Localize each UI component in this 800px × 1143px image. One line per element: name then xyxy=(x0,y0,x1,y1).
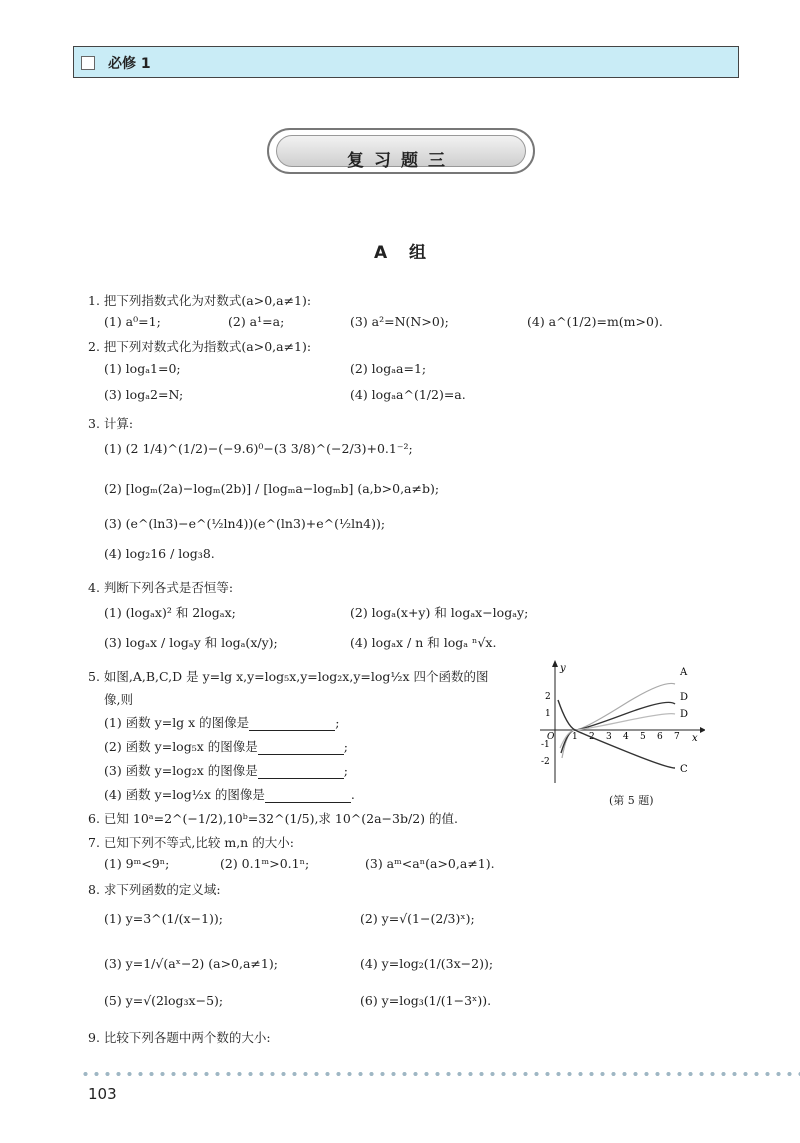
x-axis-label: x xyxy=(692,733,698,744)
problem-8-part-1: (1) y=3^(1/(x−1)); xyxy=(104,911,224,926)
problem-2: 2. 把下列对数式化为指数式(a>0,a≠1): xyxy=(88,339,312,354)
x-tick-label: 5 xyxy=(640,732,646,742)
origin-label: O xyxy=(547,732,555,742)
log-functions-graph xyxy=(535,658,705,788)
problem-8: 8. 求下列函数的定义域: xyxy=(88,882,221,897)
y-axis-label: y xyxy=(560,663,566,674)
answer-blank xyxy=(258,766,344,779)
x-tick-label: 7 xyxy=(674,732,680,742)
problem-4: 4. 判断下列各式是否恒等: xyxy=(88,580,234,595)
curve-label: A xyxy=(680,667,688,678)
problem-4-part-2: (2) logₐ(x+y) 和 logₐx−logₐy; xyxy=(350,605,529,620)
section-title-frame xyxy=(267,128,535,174)
curve-b xyxy=(561,702,675,753)
problem-3-part-1: (1) (2 1/4)^(1/2)−(−9.6)⁰−(3 3/8)^(−2/3)+0.1⁻²; xyxy=(104,441,413,456)
y-tick-label: -2 xyxy=(541,757,550,767)
footer-dotted-rule xyxy=(80,1071,800,1077)
answer-blank xyxy=(249,718,335,731)
problem-5: 5. 如图,A,B,C,D 是 y=lg x,y=log₅x,y=log₂x,y=log½x 四个函数的图 xyxy=(88,669,489,684)
problem-1-part-2: (2) a¹=a; xyxy=(228,314,285,329)
curve-label: D xyxy=(680,692,689,703)
problem-8-part-2: (2) y=√(1−(2/3)ˣ); xyxy=(360,911,475,926)
problem-2-part-2: (2) logₐa=1; xyxy=(350,361,427,376)
problem-7-part-1: (1) 9ᵐ<9ⁿ; xyxy=(104,856,170,871)
problem-7-part-2: (2) 0.1ᵐ>0.1ⁿ; xyxy=(220,856,310,871)
problem-1-part-4: (4) a^(1/2)=m(m>0). xyxy=(527,314,663,329)
y-tick-label: -1 xyxy=(541,740,550,750)
problem-5-part-1: (1) 函数 y=lg x 的图像是 ; xyxy=(104,715,340,730)
problem-8-part-6: (6) y=log₃(1/(1−3ˣ)). xyxy=(360,993,492,1008)
x-tick-label: 1 xyxy=(572,732,578,742)
chapter-header-bar xyxy=(73,46,739,78)
problem-3-part-2: (2) [logₘ(2a)−logₘ(2b)] / [logₘa−logₘb] (a,b>0,a≠b); xyxy=(104,481,440,496)
x-axis-arrow-icon xyxy=(700,727,705,733)
problem-4-part-3: (3) logₐx / logₐy 和 logₐ(x/y); xyxy=(104,635,278,650)
figure-caption: (第 5 题) xyxy=(609,794,654,807)
problem-9: 9. 比较下列各题中两个数的大小: xyxy=(88,1030,271,1045)
x-tick-label: 6 xyxy=(657,732,663,742)
problem-7-part-3: (3) aᵐ<aⁿ(a>0,a≠1). xyxy=(365,856,495,871)
answer-blank xyxy=(258,742,344,755)
page-number: 103 xyxy=(88,1085,117,1103)
problem-1: 1. 把下列指数式化为对数式(a>0,a≠1): xyxy=(88,293,312,308)
problem-1-part-3: (3) a²=N(N>0); xyxy=(350,314,449,329)
problem-8-part-3: (3) y=1/√(aˣ−2) (a>0,a≠1); xyxy=(104,956,278,971)
problem-5-part-2: (2) 函数 y=log₅x 的图像是 ; xyxy=(104,739,348,754)
section-title: 复习题三 xyxy=(347,151,455,171)
problem-2-part-4: (4) logₐa^(1/2)=a. xyxy=(350,387,466,402)
group-heading: A 组 xyxy=(373,243,427,263)
curve-label: C xyxy=(680,764,688,775)
problem-4-part-1: (1) (logₐx)² 和 2logₐx; xyxy=(104,605,236,620)
section-title-plate xyxy=(276,135,526,171)
problem-2-part-1: (1) logₐ1=0; xyxy=(104,361,181,376)
problem-4-part-4: (4) logₐx / n 和 logₐ ⁿ√x. xyxy=(350,635,497,650)
problem-5-continued: 像,则 xyxy=(104,692,133,707)
answer-blank xyxy=(265,790,351,803)
y-tick-label: 1 xyxy=(545,709,551,719)
x-tick-label: 4 xyxy=(623,732,629,742)
chapter-label: 必修 1 xyxy=(108,56,151,72)
problem-3-part-3: (3) (e^(ln3)−e^(½ln4))(e^(ln3)+e^(½ln4)); xyxy=(104,516,386,531)
curve-a xyxy=(562,683,675,758)
problem-8-part-4: (4) y=log₂(1/(3x−2)); xyxy=(360,956,494,971)
x-tick-label: 2 xyxy=(589,732,595,742)
header-square-icon xyxy=(81,56,95,70)
curve-label: D xyxy=(680,709,689,720)
problem-2-part-3: (3) logₐ2=N; xyxy=(104,387,184,402)
problem-7: 7. 已知下列不等式,比较 m,n 的大小: xyxy=(88,835,294,850)
y-tick-label: 2 xyxy=(545,692,551,702)
problem-5-part-3: (3) 函数 y=log₂x 的图像是 ; xyxy=(104,763,348,778)
problem-3-part-4: (4) log₂16 / log₃8. xyxy=(104,546,215,561)
x-tick-label: 3 xyxy=(606,732,612,742)
problem-5-part-4: (4) 函数 y=log½x 的图像是 . xyxy=(104,787,355,802)
problem-1-part-1: (1) a⁰=1; xyxy=(104,314,161,329)
problem-3: 3. 计算: xyxy=(88,416,134,431)
problem-6: 6. 已知 10ᵃ=2^(−1/2),10ᵇ=32^(1/5),求 10^(2a−3b/2) 的值. xyxy=(88,811,458,826)
y-axis-arrow-icon xyxy=(552,660,558,667)
problem-8-part-5: (5) y=√(2log₃x−5); xyxy=(104,993,224,1008)
